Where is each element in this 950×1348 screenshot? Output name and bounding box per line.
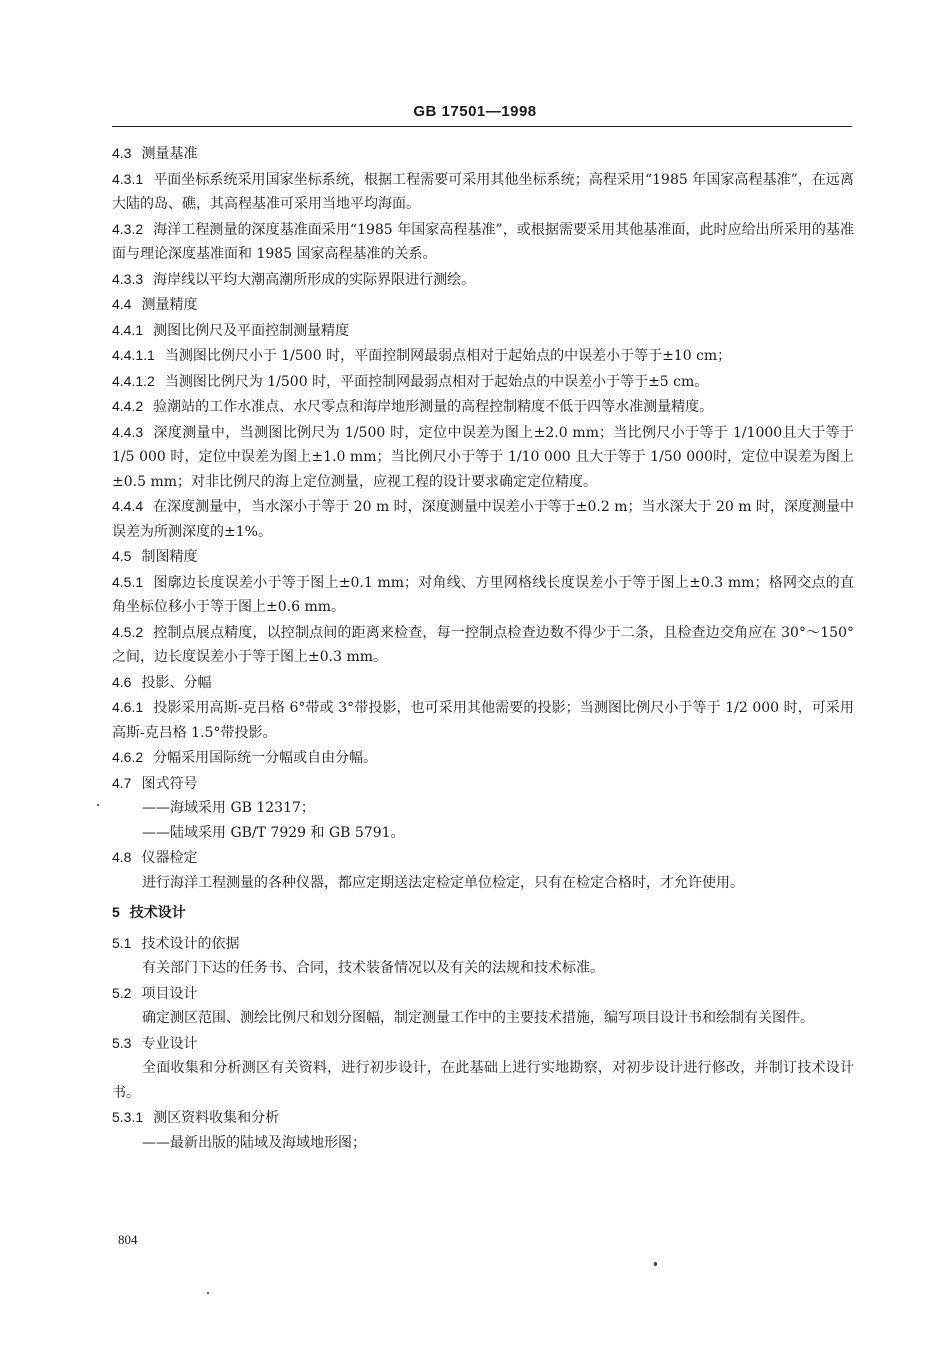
clause-4-6-1: 4.6.1 投影采用高斯-克吕格 6°带或 3°带投影，也可采用其他需要的投影；当测图比例尺小于等于 1/2 000 时，可采用高斯-克吕格 1.5°带投影。 [112, 699, 854, 741]
clause-5-1-text: 有关部门下达的任务书、合同，技术装备情况以及有关的法规和技术标准。 [142, 960, 604, 976]
clause-5-3: 5.3 专业设计 [112, 1034, 198, 1052]
clause-4-5-2: 4.5.2 控制点展点精度，以控制点间的距离来检查，每一控制点检查边数不得少于二条，且检查边交角应在 30°～150°之间，边长度误差小于等于图上±0.3 mm。 [112, 623, 854, 665]
clause-4-3: 4.3 测量基准 [112, 145, 198, 162]
scan-speck [97, 804, 99, 806]
clause-4-4-1-2: 4.4.1.2 当测图比例尺为 1/500 时，平面控制网最弱点相对于起始点的中误差小于等于±5 cm。 [112, 372, 709, 390]
list-item-5-3-1-a: ——最新出版的陆域及海域地形图； [142, 1134, 366, 1151]
section-5-heading: 5 技术设计 [112, 904, 186, 921]
clause-4-3-1: 4.3.1 平面坐标系统采用国家坐标系统，根据工程需要可采用其他坐标系统；高程采用“1985 年国家高程基准”，在远离大陆的岛、礁，其高程基准可采用当地平均海面。 [112, 170, 854, 212]
clause-4-3-3: 4.3.3 海岸线以平均大潮高潮所形成的实际界限进行测绘。 [112, 270, 476, 288]
scan-speck [654, 1262, 657, 1266]
clause-4-6: 4.6 投影、分幅 [112, 673, 212, 691]
clause-4-7: 4.7 图式符号 [112, 774, 198, 792]
clause-4-6-2: 4.6.2 分幅采用国际统一分幅或自由分幅。 [112, 749, 378, 766]
clause-4-8: 4.8 仪器检定 [112, 849, 198, 866]
standard-code-header: GB 17501—1998 [413, 103, 537, 120]
clause-5-2-text: 确定测区范围、测绘比例尺和划分图幅，制定测量工作中的主要技术措施，编写项目设计书和绘制有关图件。 [142, 1010, 814, 1026]
clause-4-4: 4.4 测量精度 [112, 296, 198, 313]
clause-4-8-text: 进行海洋工程测量的各种仪器，都应定期送法定检定单位检定，只有在检定合格时，才允许使用。 [142, 874, 744, 891]
clause-5-1: 5.1 技术设计的依据 [112, 934, 240, 952]
clause-4-4-1: 4.4.1 测图比例尺及平面控制测量精度 [112, 321, 350, 339]
page-number: 804 [118, 1232, 138, 1247]
clause-4-5: 4.5 制图精度 [112, 548, 198, 565]
clause-5-2: 5.2 项目设计 [112, 984, 198, 1002]
document-body [112, 141, 854, 1155]
clause-4-4-2: 4.4.2 验潮站的工作水准点、水尺零点和海岸地形测量的高程控制精度不低于四等水准测量精度。 [112, 398, 714, 415]
clause-5-3-text: 全面收集和分析测区有关资料，进行初步设计，在此基础上进行实地勘察，对初步设计进行修改，并制订技术设计书。 [112, 1060, 854, 1101]
clause-4-5-1: 4.5.1 图廓边长度误差小于等于图上±0.1 mm；对角线、方里网格线长度误差小于等于图上±0.3 mm；格网交点的直角坐标位移小于等于图上±0.6 mm。 [112, 573, 854, 615]
list-item-4-7-b: ——陆域采用 GB/T 7929 和 GB 5791。 [142, 824, 405, 841]
header-rule [112, 126, 852, 127]
clause-4-4-3: 4.4.3 深度测量中，当测图比例尺为 1/500 时，定位中误差为图上±2.0 mm；当比例尺小于等于 1/1000且大于等于 1/5 000 时，定位中误差为图上±1.0 mm；当比例尺小于等于 1/10 000 且大于等于 1/50 000时，定位中误差为图上±0.5 mm；对非比例尺的海上定位测量，应视工程的设计要求确定定位精度。 [112, 423, 854, 490]
scan-speck [207, 1292, 209, 1294]
list-item-4-7-a: ——海域采用 GB 12317； [142, 800, 315, 816]
clause-4-4-1-1: 4.4.1.1 当测图比例尺小于 1/500 时，平面控制网最弱点相对于起始点的中误差小于等于±10 cm； [112, 347, 732, 364]
clause-5-3-1: 5.3.1 测区资料收集和分析 [112, 1109, 280, 1126]
clause-4-3-2: 4.3.2 海洋工程测量的深度基准面采用“1985 年国家高程基准”，或根据需要采用其他基准面，此时应给出所采用的基准面与理论深度基准面和 1985 国家高程基准的关系。 [112, 220, 854, 262]
clause-4-4-4: 4.4.4 在深度测量中，当水深小于等于 20 m 时，深度测量中误差小于等于±0.2 m；当水深大于 20 m 时，深度测量中误差为所测深度的±1%。 [112, 498, 854, 540]
